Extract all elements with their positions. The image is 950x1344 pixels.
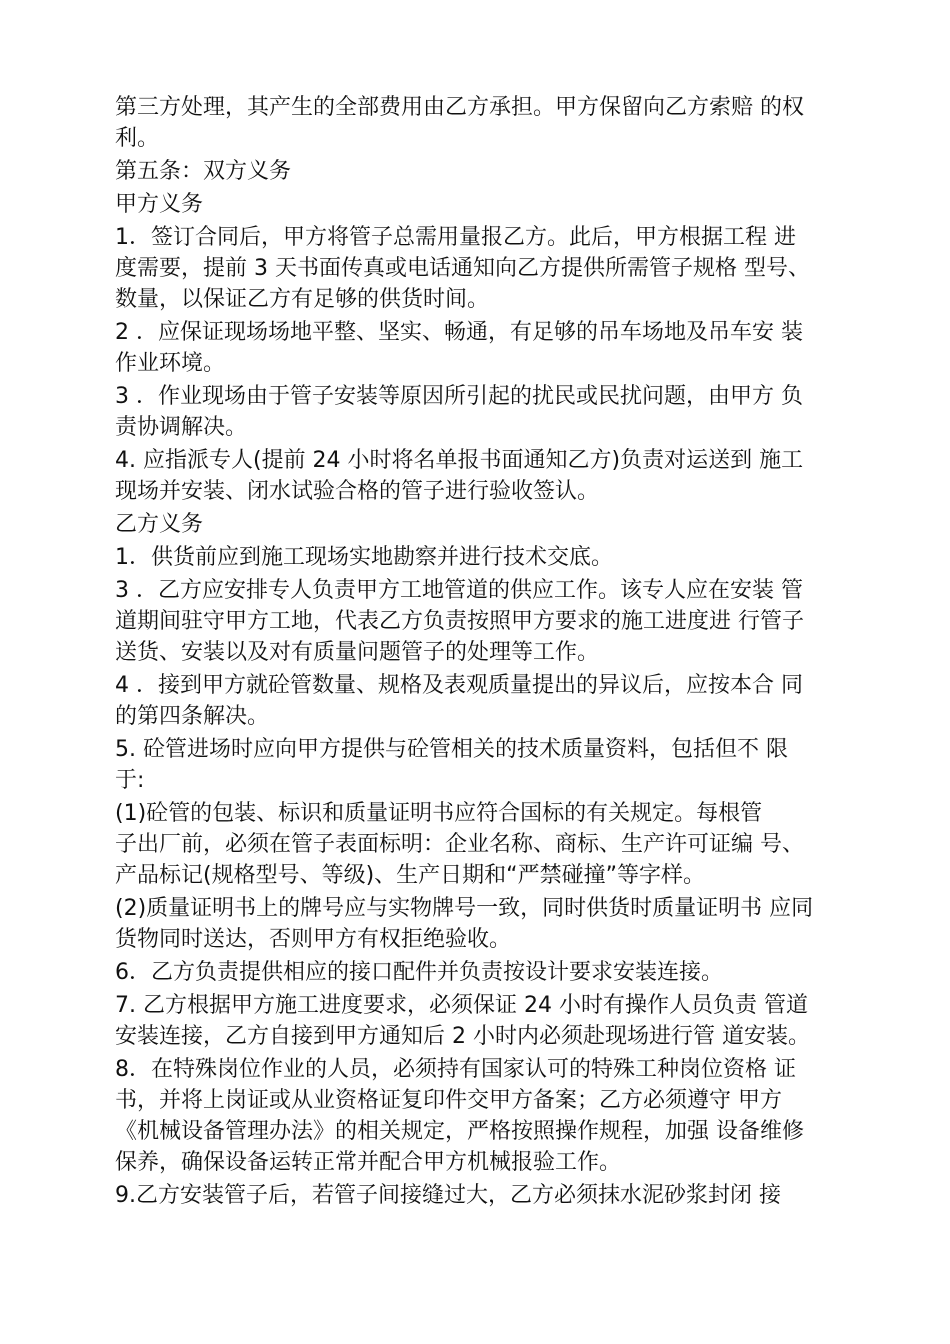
text-line: 利。 [115, 126, 160, 151]
text-line: 9.乙方安装管子后，若管子间接缝过大，乙方必须抹水泥砂浆封闭 接 [115, 1183, 781, 1208]
text-line: 货物同时送达，否则甲方有权拒绝验收。 [115, 927, 512, 952]
text-line: 的第四条解决。 [115, 704, 270, 729]
paragraph [115, 445, 865, 507]
text-line: 《机械设备管理办法》的相关规定，严格按照操作规程，加强 设备维修 [115, 1119, 804, 1144]
paragraph [115, 798, 865, 891]
text-line: 7. 乙方根据甲方施工进度要求，必须保证 24 小时有操作人员负责 管道 [115, 993, 808, 1018]
paragraph [115, 156, 865, 187]
text-line: 送货、安装以及对有质量问题管子的处理等工作。 [115, 640, 600, 665]
paragraph [115, 222, 865, 315]
text-line: 1．签订合同后，甲方将管子总需用量报乙方。此后，甲方根据工程 进 [115, 225, 796, 250]
text-line: 4 ．接到甲方就砼管数量、规格及表观质量提出的异议后，应按本合 同 [115, 673, 803, 698]
paragraph [115, 317, 865, 379]
paragraph [115, 734, 865, 796]
text-line: 6．乙方负责提供相应的接口配件并负责按设计要求安装连接。 [115, 960, 723, 985]
text-line: 1．供货前应到施工现场实地勘察并进行技术交底。 [115, 545, 613, 570]
paragraph [115, 1054, 865, 1178]
paragraph [115, 670, 865, 732]
text-line: 8．在特殊岗位作业的人员，必须持有国家认可的特殊工种岗位资格 证 [115, 1057, 796, 1082]
paragraph [115, 957, 865, 988]
text-line: 5. 砼管进场时应向甲方提供与砼管相关的技术质量资料，包括但不 限 [115, 737, 788, 762]
text-line: 现场并安装、闭水试验合格的管子进行验收签认。 [115, 479, 600, 504]
paragraph [115, 92, 865, 154]
text-line: 甲方义务 [115, 192, 204, 217]
text-line: 数量，以保证乙方有足够的供货时间。 [115, 287, 490, 312]
text-line: (1)砼管的包装、标识和质量证明书应符合国标的有关规定。每根管 [115, 801, 763, 826]
text-line: 乙方义务 [115, 512, 204, 537]
paragraph [115, 1180, 865, 1211]
text-line: 于: [115, 768, 145, 793]
text-line: 书，并将上岗证或从业资格证复印件交甲方备案；乙方必须遵守 甲方 [115, 1088, 782, 1113]
text-line: 道期间驻守甲方工地，代表乙方负责按照甲方要求的施工进度进 行管子 [115, 609, 804, 634]
text-line: 子出厂前，必须在管子表面标明：企业名称、商标、生产许可证编 号、 [115, 832, 804, 857]
text-line: 3 ．乙方应安排专人负责甲方工地管道的供应工作。该专人应在安装 管 [115, 578, 803, 603]
text-line: 责协调解决。 [115, 415, 248, 440]
text-line: 4. 应指派专人(提前 24 小时将名单报书面通知乙方)负责对运送到 施工 [115, 448, 804, 473]
document-body [115, 92, 865, 1213]
paragraph [115, 381, 865, 443]
paragraph [115, 189, 865, 220]
text-line: 第五条：双方义务 [115, 159, 292, 184]
text-line: 第三方处理，其产生的全部费用由乙方承担。甲方保留向乙方索赔 的权 [115, 95, 804, 120]
paragraph [115, 893, 865, 955]
text-line: (2)质量证明书上的牌号应与实物牌号一致，同时供货时质量证明书 应同 [115, 896, 814, 921]
text-line: 2 ．应保证现场场地平整、坚实、畅通，有足够的吊车场地及吊车安 装 [115, 320, 803, 345]
text-line: 作业环境。 [115, 351, 226, 376]
text-line: 产品标记(规格型号、等级)、生产日期和“严禁碰撞”等字样。 [115, 863, 705, 888]
text-line: 3 ．作业现场由于管子安装等原因所引起的扰民或民扰问题，由甲方 负 [115, 384, 803, 409]
text-line: 安装连接，乙方自接到甲方通知后 2 小时内必须赴现场进行管 道安装。 [115, 1024, 810, 1049]
paragraph [115, 509, 865, 540]
text-line: 保养，确保设备运转正常并配合甲方机械报验工作。 [115, 1150, 622, 1175]
paragraph [115, 990, 865, 1052]
paragraph [115, 542, 865, 573]
paragraph [115, 575, 865, 668]
text-line: 度需要，提前 3 天书面传真或电话通知向乙方提供所需管子规格 型号、 [115, 256, 810, 281]
